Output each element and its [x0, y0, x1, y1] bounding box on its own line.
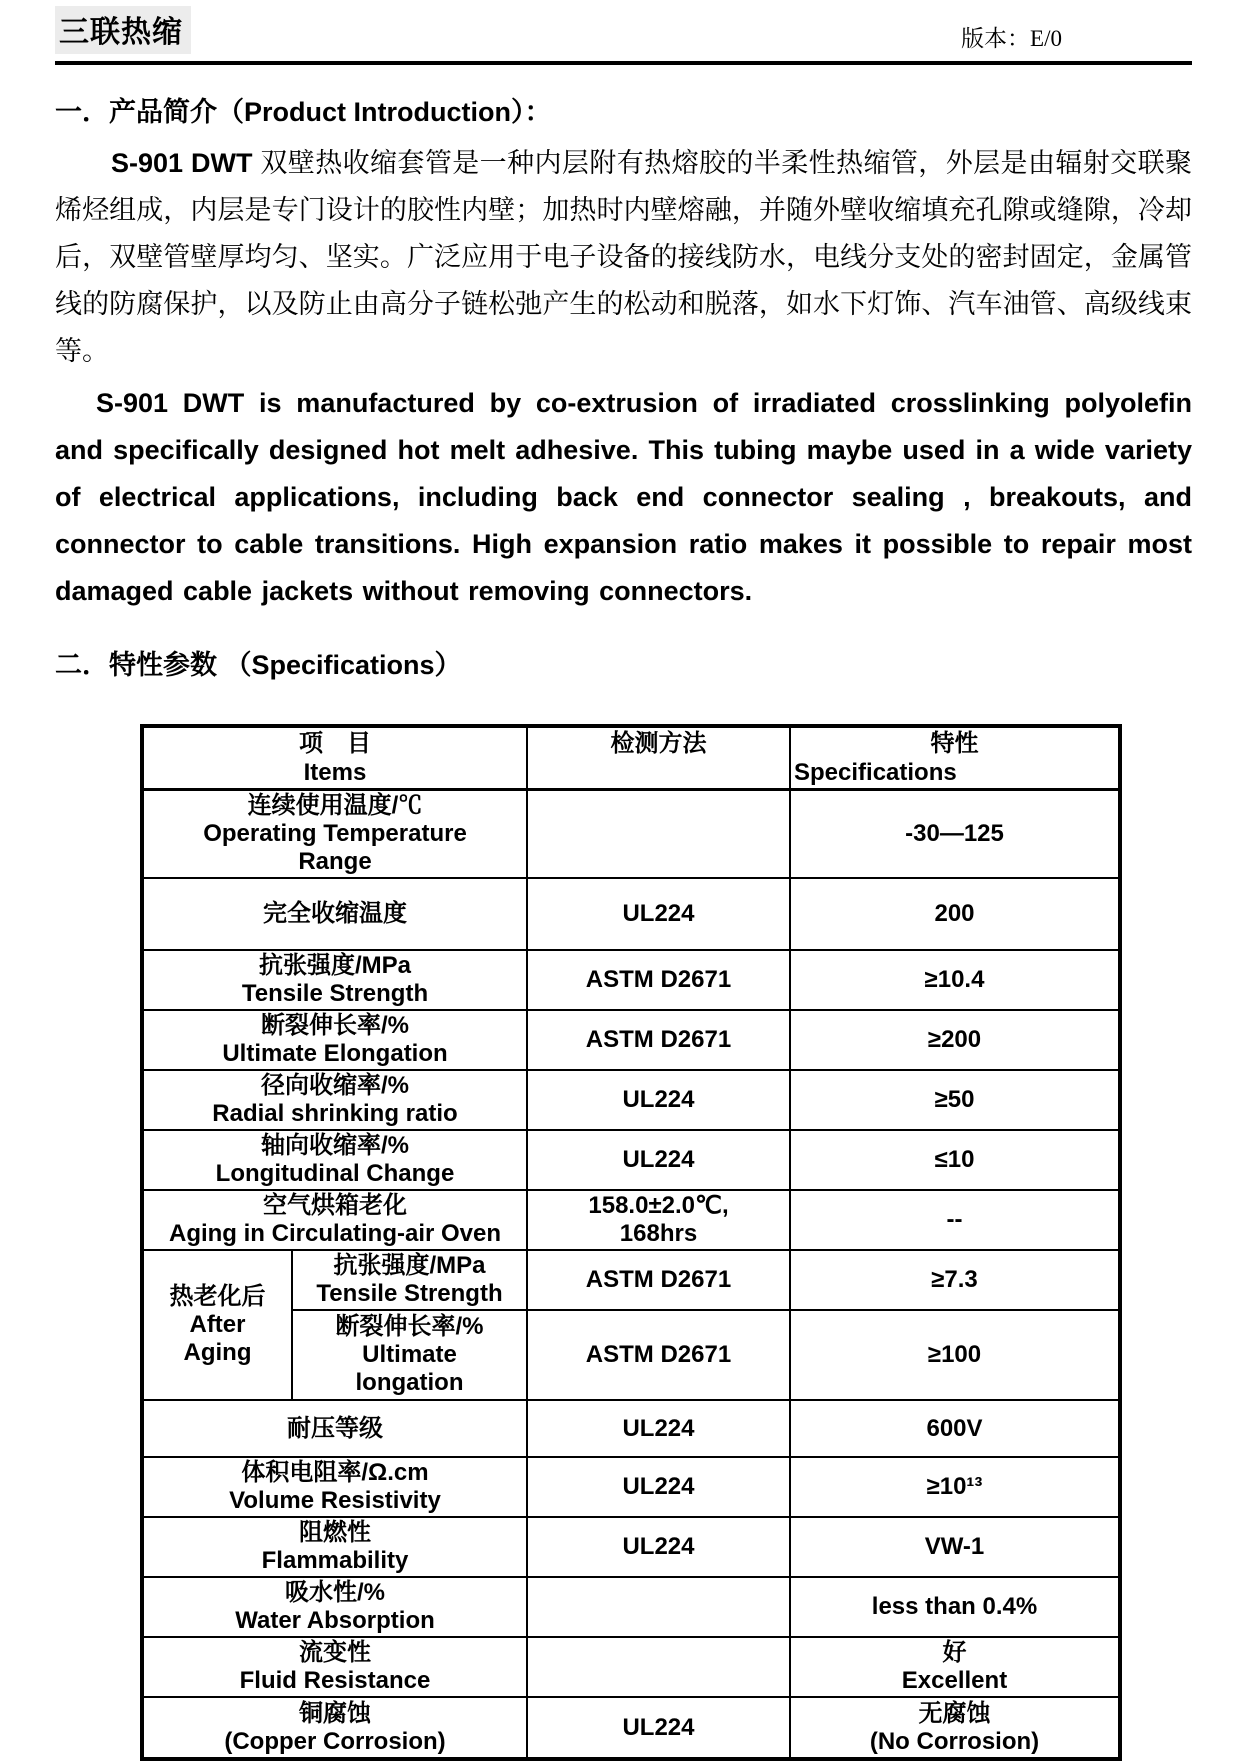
method-cell: UL224 — [527, 878, 790, 950]
spec-row-volume-resistivity — [142, 1457, 1120, 1517]
header-items-cell: 项 目 Items — [142, 726, 527, 790]
after-aging-group-cell: 热老化后 After Aging — [142, 1250, 292, 1400]
header-rule — [55, 61, 1192, 65]
spec-cell: VW-1 — [790, 1517, 1120, 1577]
item-cell: 吸水性/% Water Absorption — [142, 1577, 527, 1637]
spec-cell: -30—125 — [790, 790, 1120, 879]
company-logo: 三联热缩 — [55, 6, 191, 54]
header-spec-cell — [790, 726, 1120, 790]
specifications-table — [140, 724, 1122, 1761]
spec-cell: less than 0.4% — [790, 1577, 1120, 1637]
method-cell: UL224 — [527, 1070, 790, 1130]
spec-row-water-absorption — [142, 1577, 1120, 1637]
method-cell — [527, 1577, 790, 1637]
method-cell — [527, 790, 790, 879]
spec-cell: ≤10 — [790, 1130, 1120, 1190]
spec-row-copper-corrosion — [142, 1697, 1120, 1759]
section2-heading: 二．特性参数 （Specifications） — [55, 650, 462, 680]
method-cell: UL224 — [527, 1400, 790, 1457]
document-page — [0, 6, 1247, 1755]
item-cell: 阻燃性 Flammability — [142, 1517, 527, 1577]
intro-paragraph-en: S-901 DWT is manufactured by co-extrusion of irradiated crosslinking polyolefin and specifically designed hot melt adhesive. This tubing maybe used in a wide variety of electrical applications, including back end connector sealing , breakouts, and connector to cable transitions. High expansion ratio makes it possible to repair most damaged cable jackets without removing connectors. — [55, 388, 1192, 606]
table-header-row — [142, 726, 1120, 790]
method-cell: UL224 — [527, 1130, 790, 1190]
section1-heading: 一．产品简介（Product Introduction）： — [55, 97, 552, 127]
spec-row-flammability — [142, 1517, 1120, 1577]
method-cell: 158.0±2.0℃, 168hrs — [527, 1190, 790, 1250]
item-cell: 抗张强度/MPa Tensile Strength — [142, 950, 527, 1010]
spec-row-radial-shrinking — [142, 1070, 1120, 1130]
intro-zh-text: 双壁热收缩套管是一种内层附有热熔胶的半柔性热缩管，外层是由辐射交联聚烯烃组成，内层是专门设计的胶性内壁；加热时内壁熔融，并随外壁收缩填充孔隙或缝隙，冷却后，双壁管壁厚均匀、坚实。广泛应用于电子设备的接线防水，电线分支处的密封固定，金属管线的防腐保护，以及防止由高分子链松弛产生的松动和脱落，如水下灯饰、汽车油管、高级线束等。 — [55, 148, 1193, 366]
header-spec-zh: 特性 — [930, 730, 979, 757]
spec-row-ultimate-elongation — [142, 1010, 1120, 1070]
header-method-cell: 检测方法 — [527, 726, 790, 790]
spec-cell: ≥100 — [790, 1310, 1120, 1400]
method-cell: UL224 — [527, 1457, 790, 1517]
method-cell: UL224 — [527, 1697, 790, 1759]
method-cell: ASTM D2671 — [527, 1310, 790, 1400]
page-header — [55, 6, 1192, 54]
item-cell: 断裂伸长率/% Ultimate Elongation — [142, 1010, 527, 1070]
spec-cell: ≥10¹³ — [790, 1457, 1120, 1517]
intro-paragraph-zh — [55, 140, 1192, 375]
spec-row-air-oven-aging — [142, 1190, 1120, 1250]
method-cell — [527, 1637, 790, 1697]
item-cell: 完全收缩温度 — [142, 878, 527, 950]
specifications-table-wrapper — [140, 724, 1247, 1761]
spec-cell: -- — [790, 1190, 1120, 1250]
item-cell: 空气烘箱老化 Aging in Circulating-air Oven — [142, 1190, 527, 1250]
spec-cell: ≥10.4 — [790, 950, 1120, 1010]
spec-cell: 600V — [790, 1400, 1120, 1457]
spec-cell: 200 — [790, 878, 1120, 950]
spec-row-longitudinal-change — [142, 1130, 1120, 1190]
spec-cell: 好 Excellent — [790, 1637, 1120, 1697]
method-cell: ASTM D2671 — [527, 1010, 790, 1070]
version-label: 版本：E/0 — [961, 26, 1062, 51]
item-cell: 体积电阻率/Ω.cm Volume Resistivity — [142, 1457, 527, 1517]
spec-cell: ≥50 — [790, 1070, 1120, 1130]
item-cell: 连续使用温度/℃ Operating Temperature Range — [142, 790, 527, 879]
header-spec-en: Specifications — [794, 759, 957, 786]
item-cell: 耐压等级 — [142, 1400, 527, 1457]
spec-row-operating-temperature — [142, 790, 1120, 879]
method-cell: ASTM D2671 — [527, 950, 790, 1010]
spec-row-voltage-rating — [142, 1400, 1120, 1457]
item-cell: 径向收缩率/% Radial shrinking ratio — [142, 1070, 527, 1130]
spec-cell: ≥7.3 — [790, 1250, 1120, 1310]
item-cell: 断裂伸长率/% Ultimate longation — [292, 1310, 527, 1400]
item-cell: 流变性 Fluid Resistance — [142, 1637, 527, 1697]
item-cell: 轴向收缩率/% Longitudinal Change — [142, 1130, 527, 1190]
spec-row-fluid-resistance — [142, 1637, 1120, 1697]
spec-row-full-shrink-temperature — [142, 878, 1120, 950]
spec-row-tensile-strength — [142, 950, 1120, 1010]
spec-cell: 无腐蚀 (No Corrosion) — [790, 1697, 1120, 1759]
product-code: S-901 DWT — [111, 148, 253, 178]
spec-cell: ≥200 — [790, 1010, 1120, 1070]
method-cell: ASTM D2671 — [527, 1250, 790, 1310]
spec-row-after-aging-tensile — [142, 1250, 1120, 1310]
item-cell: 铜腐蚀 (Copper Corrosion) — [142, 1697, 527, 1759]
item-cell: 抗张强度/MPa Tensile Strength — [292, 1250, 527, 1310]
method-cell: UL224 — [527, 1517, 790, 1577]
